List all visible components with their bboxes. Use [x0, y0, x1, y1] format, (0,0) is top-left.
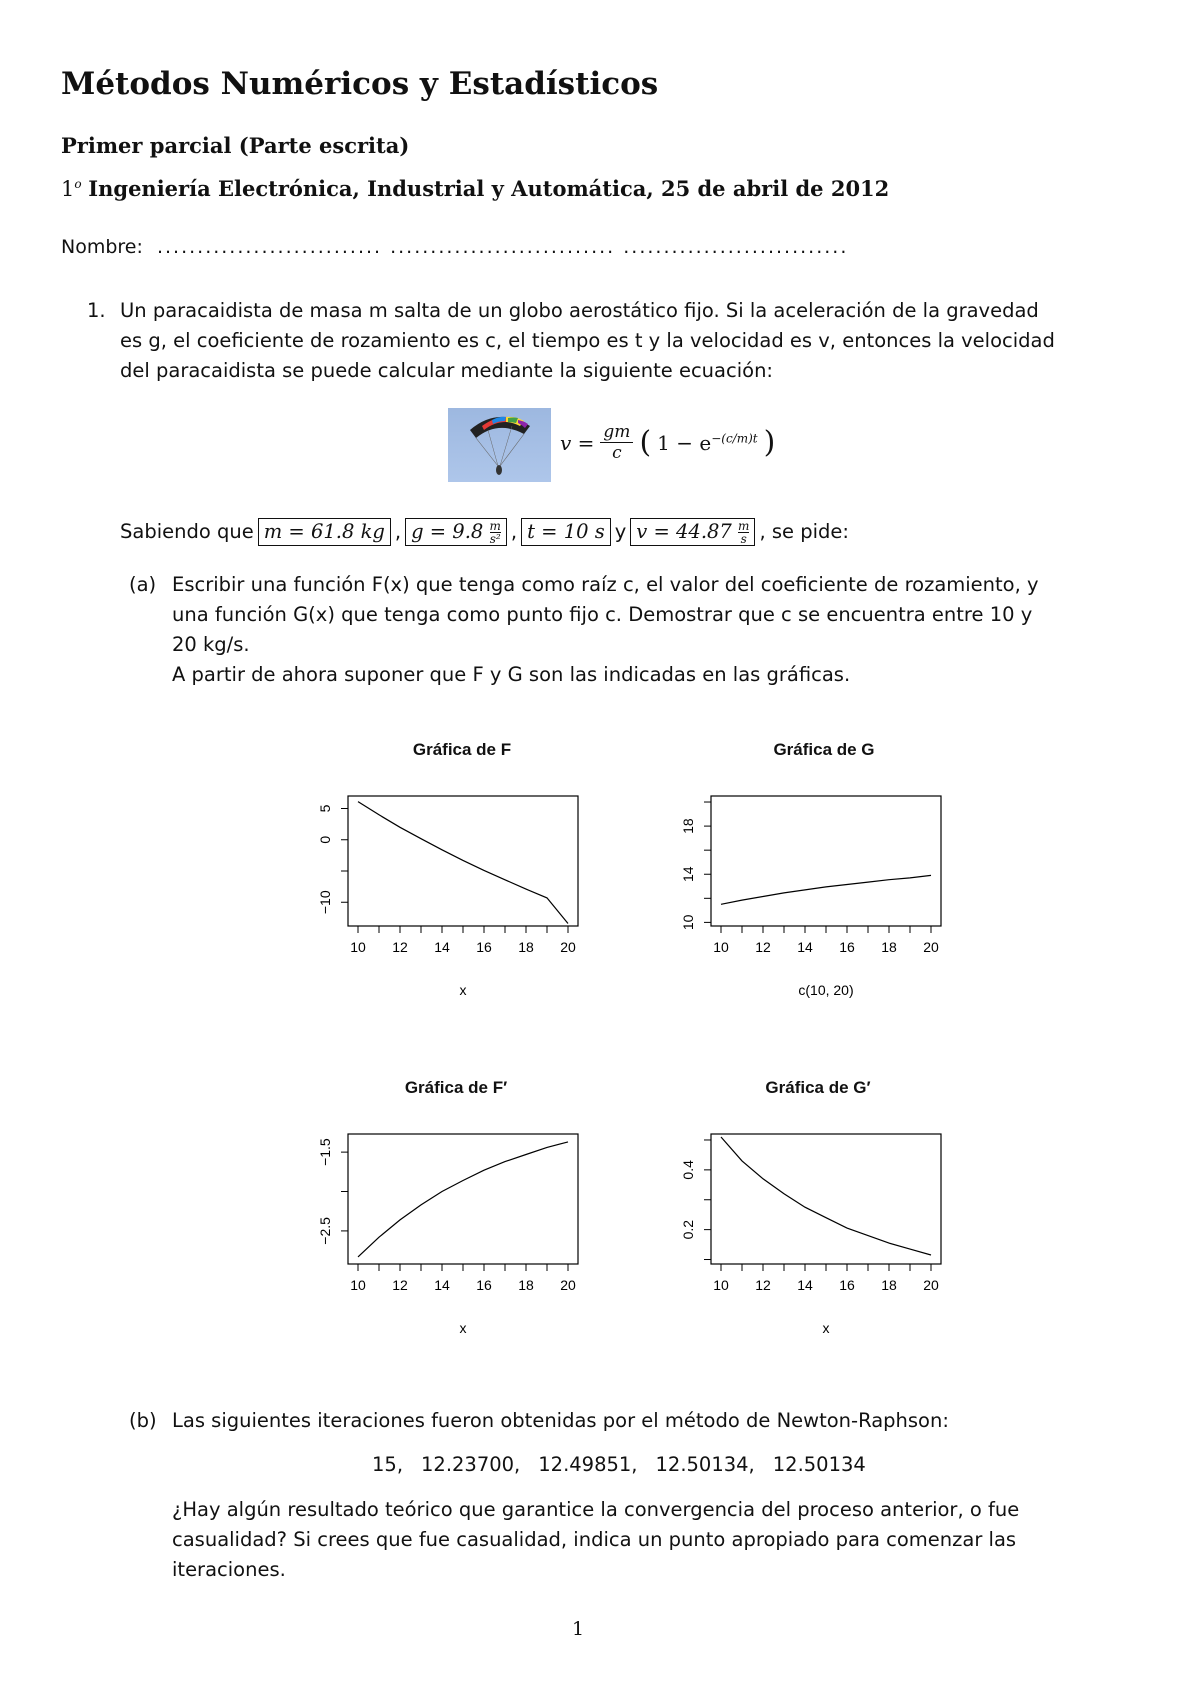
statement-line-3: del paracaidista se puede calcular mediante la siguiente ecuación: — [120, 359, 773, 382]
equation-fraction — [600, 422, 633, 463]
exam-subtitle: Primer parcial (Parte escrita) — [61, 133, 410, 158]
x-tick-label: 12 — [392, 939, 408, 955]
x-tick-label: 14 — [434, 939, 450, 955]
equation-close-paren: ) — [763, 425, 776, 460]
x-tick-label: 10 — [350, 1277, 366, 1293]
chart-fprime — [290, 1113, 620, 1378]
part-a-line-1: Escribir una función F(x) que tenga como raíz c, el valor del coeficiente de rozamiento, y — [172, 573, 1039, 596]
iteration-value: 12.49851, — [538, 1453, 638, 1476]
part-b-line-4: iteraciones. — [172, 1558, 286, 1581]
gravity-value-box — [405, 518, 507, 546]
y-tick-label: −10 — [317, 890, 333, 915]
statement-line-2: es g, el coeficiente de rozamiento es c, el tiempo es t y la velocidad es v, entonces la velocidad — [120, 329, 1055, 352]
x-tick-label: 20 — [560, 1277, 576, 1293]
y-tick-label: −1.5 — [317, 1138, 333, 1166]
problem-statement — [120, 296, 1100, 386]
chart-gprime — [653, 1113, 983, 1378]
x-tick-label: 18 — [518, 939, 534, 955]
equation-open-paren: ( — [639, 425, 652, 460]
x-tick-label: 18 — [518, 1277, 534, 1293]
y-tick-label: −2.5 — [317, 1217, 333, 1245]
chart-title-fprime: Gráfica de F′ — [404, 1078, 508, 1097]
series-line — [358, 1142, 568, 1257]
course-text: Ingeniería Electrónica, Industrial y Automática, 25 de abril de 2012 — [88, 176, 890, 201]
page-number: 1 — [572, 1618, 585, 1640]
name-dots: ............................ ............................ ............................ — [156, 236, 849, 258]
chart-title-f: Gráfica de F — [412, 740, 512, 759]
part-b-question — [172, 1495, 1102, 1585]
x-tick-label: 18 — [881, 1277, 897, 1293]
iteration-value: 12.23700, — [421, 1453, 521, 1476]
series-line — [358, 802, 568, 924]
x-axis-label: x — [822, 1320, 830, 1336]
y-tick-label: 10 — [680, 914, 696, 931]
iteration-value: 12.50134, — [655, 1453, 755, 1476]
part-a-label: (a) — [129, 573, 157, 596]
name-field — [61, 232, 848, 262]
velocity-value-box — [630, 518, 755, 546]
part-b-line-2: ¿Hay algún resultado teórico que garantice la convergencia del proceso anterior, o fue — [172, 1498, 1020, 1521]
equation-term — [657, 431, 757, 455]
x-tick-label: 20 — [923, 1277, 939, 1293]
gravity-unit-num: m — [489, 519, 501, 533]
velocity-unit-num: m — [738, 519, 750, 533]
x-axis-label: x — [459, 1320, 467, 1336]
part-b-line-3: casualidad? Si crees que fue casualidad, indica un punto apropiado para comenzar las — [172, 1528, 1017, 1551]
course-ordinal-sup: o — [74, 177, 82, 191]
x-tick-label: 10 — [713, 939, 729, 955]
comma-2: , — [510, 520, 518, 543]
x-tick-label: 12 — [392, 1277, 408, 1293]
part-b-line-1: Las siguientes iteraciones fueron obtenidas por el método de Newton-Raphson: — [172, 1409, 949, 1432]
parachute-icon — [448, 408, 551, 482]
equation-numerator: gm — [600, 422, 633, 443]
equation-exponent: −(c/m)t — [711, 430, 758, 445]
x-tick-label: 12 — [755, 939, 771, 955]
x-tick-label: 20 — [923, 939, 939, 955]
series-line — [721, 875, 931, 904]
mass-value-box: m = 61.8 kg — [258, 518, 391, 546]
equation-one-minus-e: 1 − e — [657, 430, 712, 455]
gravity-value: g = 9.8 — [411, 520, 484, 543]
part-a-line-4: A partir de ahora suponer que F y G son las indicadas en las gráficas. — [172, 663, 851, 686]
gravity-unit-den: s² — [489, 532, 501, 546]
name-label: Nombre: — [61, 236, 143, 258]
x-tick-label: 14 — [797, 1277, 813, 1293]
course-line — [61, 176, 889, 201]
x-tick-label: 14 — [797, 939, 813, 955]
page-title: Métodos Numéricos y Estadísticos — [61, 66, 659, 102]
y-tick-label: 0.2 — [680, 1219, 696, 1240]
equation-denominator: c — [612, 443, 622, 463]
x-tick-label: 16 — [839, 1277, 855, 1293]
chart-f — [290, 775, 620, 1040]
velocity-unit — [738, 520, 749, 545]
x-tick-label: 16 — [476, 939, 492, 955]
x-tick-label: 18 — [881, 939, 897, 955]
gravity-unit — [490, 520, 501, 545]
given-lead: Sabiendo que — [120, 520, 254, 543]
plot-frame — [711, 1134, 941, 1264]
x-axis-label: x — [459, 982, 467, 998]
statement-line-1: Un paracaidista de masa m salta de un globo aerostático fijo. Si la aceleración de la gravedad — [120, 299, 1039, 322]
y-tick-label: 18 — [680, 818, 696, 834]
course-ordinal: 1 — [61, 177, 75, 201]
comma-1: , — [394, 520, 402, 543]
newton-iterations — [372, 1450, 866, 1480]
part-b-label: (b) — [129, 1409, 157, 1432]
velocity-unit-den: s — [740, 532, 747, 546]
y-tick-label: 14 — [680, 866, 696, 883]
chart-title-g: Gráfica de G — [773, 740, 875, 759]
velocity-value: v = 44.87 — [636, 520, 732, 543]
y-tick-label: 0 — [317, 835, 333, 844]
given-and: y — [614, 520, 627, 543]
part-a-line-3: 20 kg/s. — [172, 633, 250, 656]
iteration-value: 12.50134 — [772, 1453, 866, 1476]
y-tick-label: 5 — [317, 804, 333, 813]
velocity-equation — [560, 422, 775, 463]
part-a-line-2: una función G(x) que tenga como punto fijo c. Demostrar que c se encuentra entre 10 y — [172, 603, 1033, 626]
part-a-text — [172, 570, 1102, 690]
parachutist-image — [448, 408, 551, 482]
time-value-box: t = 10 s — [521, 518, 611, 546]
iteration-value: 15, — [372, 1453, 404, 1476]
given-tail: , se pide: — [759, 520, 849, 543]
equation-lhs: v = — [560, 430, 595, 455]
x-tick-label: 16 — [476, 1277, 492, 1293]
series-line — [721, 1137, 931, 1255]
x-tick-label: 10 — [350, 939, 366, 955]
chart-title-gprime: Gráfica de G′ — [765, 1078, 871, 1097]
plot-frame — [711, 796, 941, 926]
given-values — [120, 517, 849, 547]
problem-number: 1. — [87, 299, 106, 322]
plot-frame — [348, 1134, 578, 1264]
y-tick-label: 0.4 — [680, 1160, 696, 1180]
x-tick-label: 16 — [839, 939, 855, 955]
x-axis-label: c(10, 20) — [798, 982, 854, 998]
chart-g — [653, 775, 983, 1040]
x-tick-label: 12 — [755, 1277, 771, 1293]
x-tick-label: 20 — [560, 939, 576, 955]
x-tick-label: 10 — [713, 1277, 729, 1293]
x-tick-label: 14 — [434, 1277, 450, 1293]
